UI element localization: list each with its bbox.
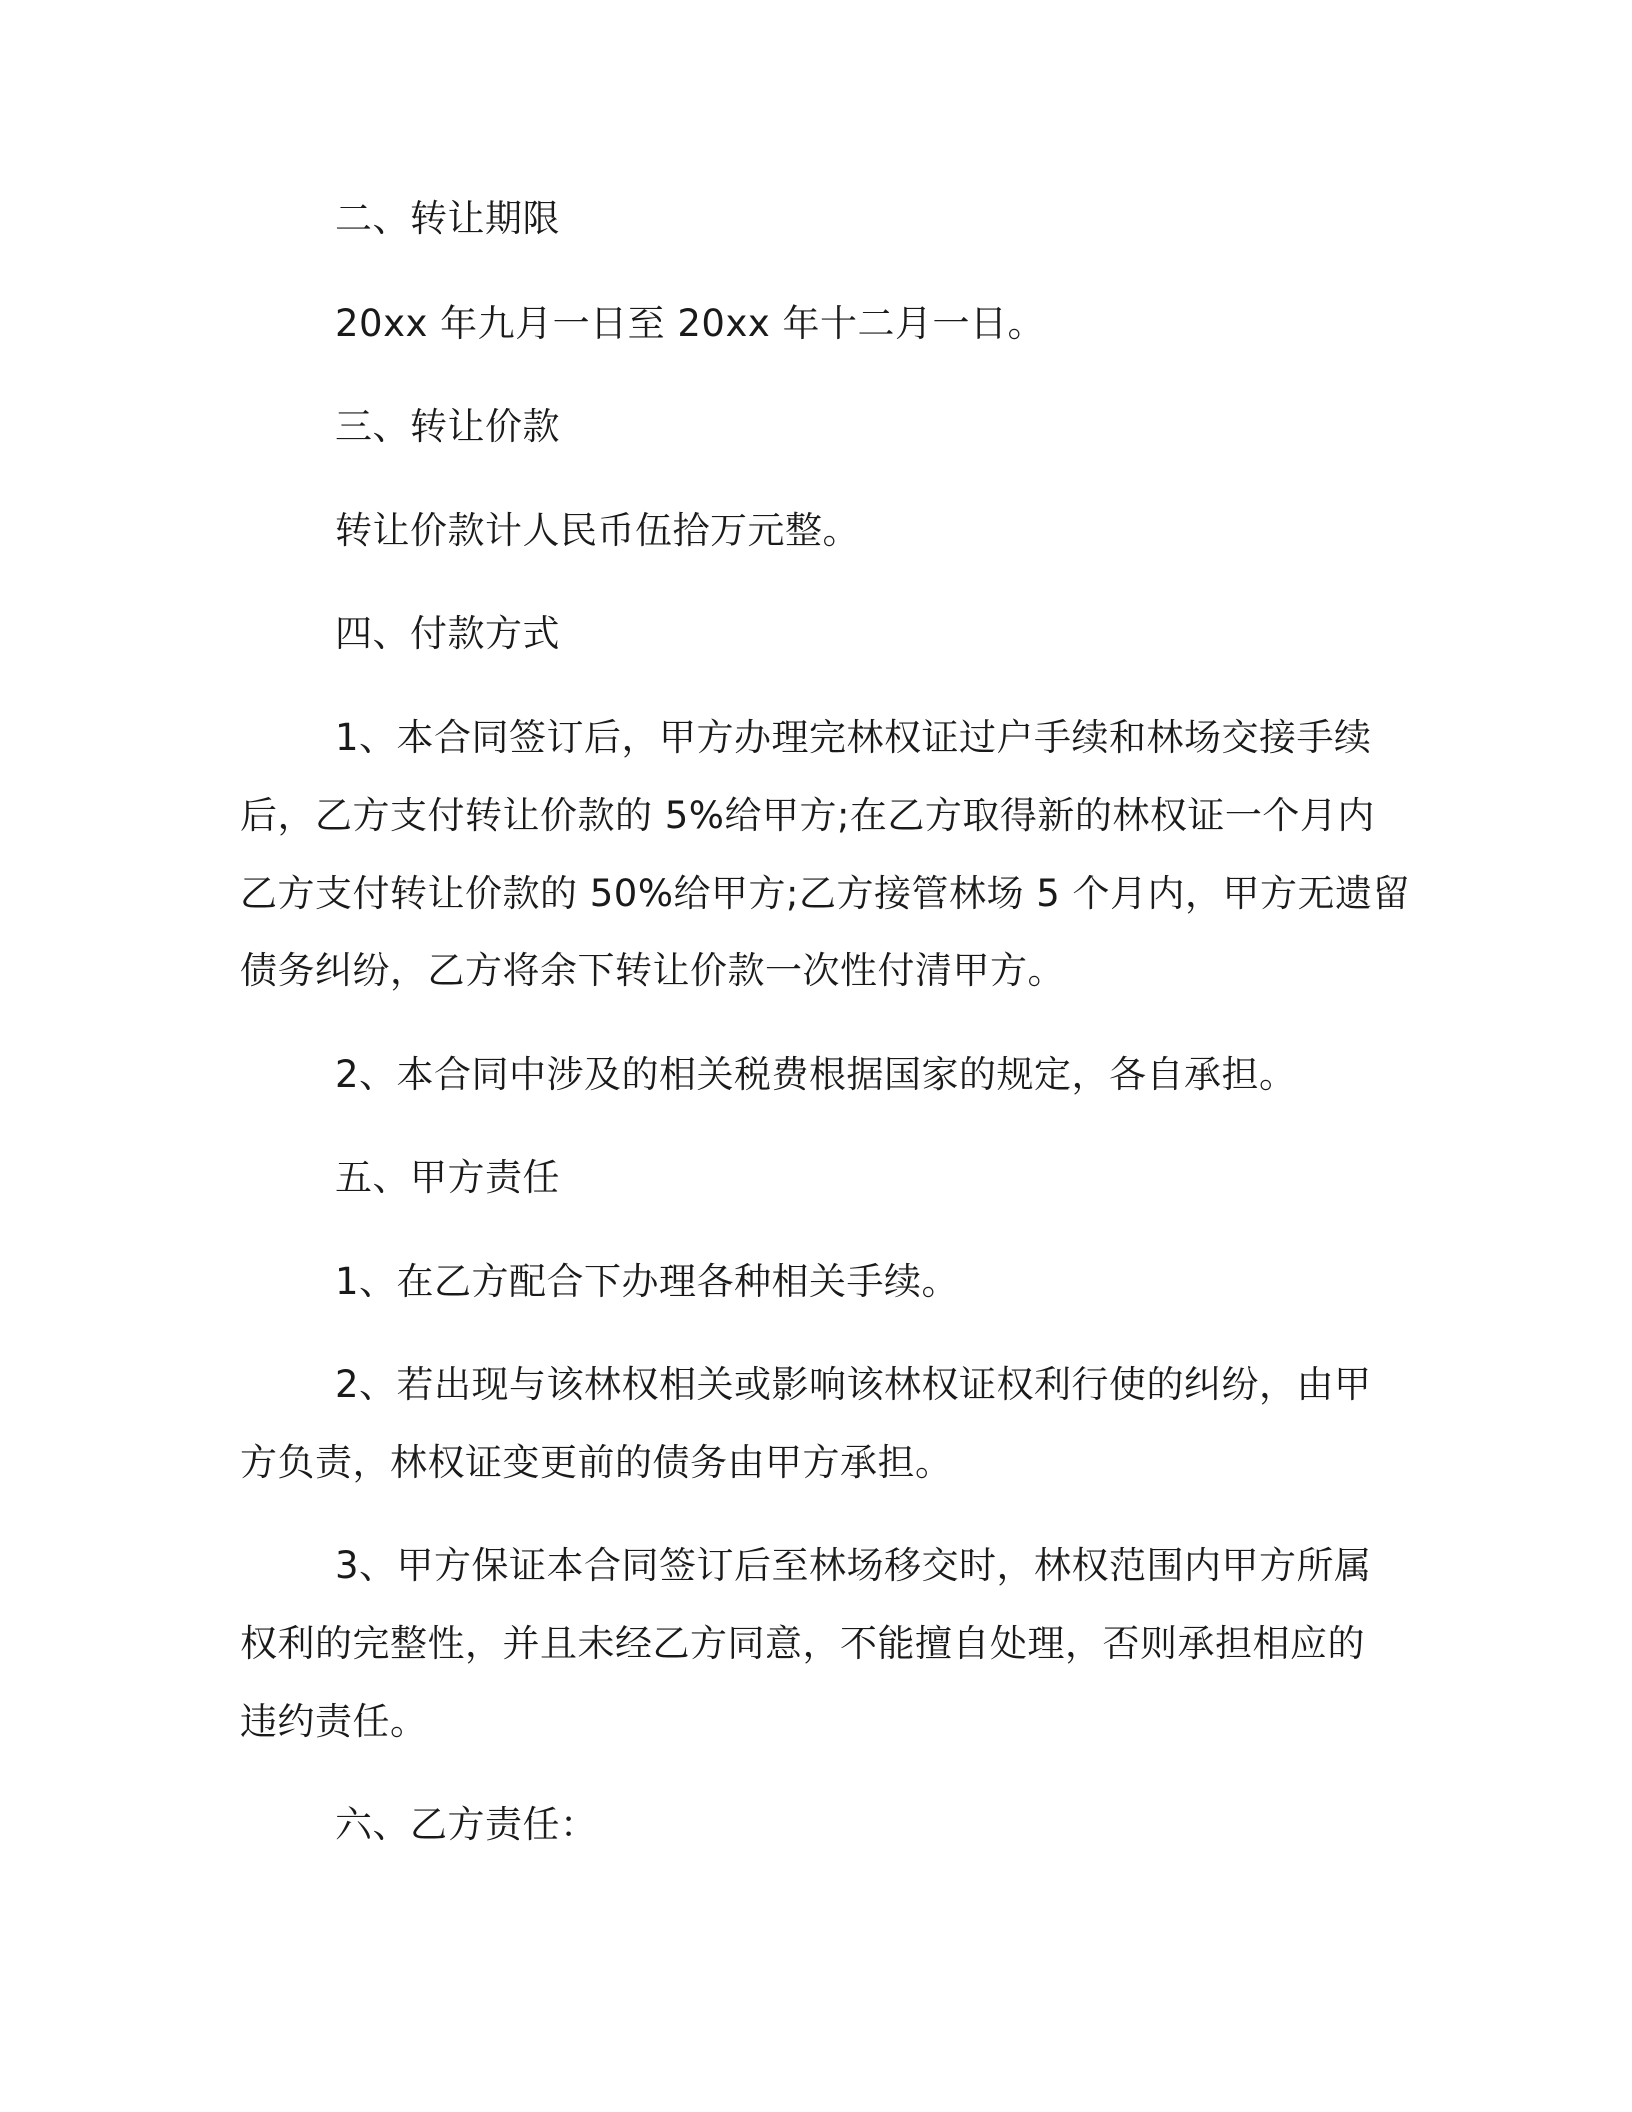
- payment-item-1-line-2: 后，乙方支付转让价款的 5%给甲方;在乙方取得新的林权证一个月内: [240, 794, 1375, 837]
- transfer-price-text: 转让价款计人民币伍拾万元整。: [335, 509, 860, 552]
- party-a-duty-3-line-1: 3、甲方保证本合同签订后至林场移交时，林权范围内甲方所属: [335, 1544, 1372, 1587]
- section-heading-party-b-duties: 六、乙方责任：: [335, 1803, 598, 1846]
- party-a-duty-2-line-1: 2、若出现与该林权相关或影响该林权证权利行使的纠纷，由甲: [335, 1363, 1372, 1406]
- party-a-duty-3-line-2: 权利的完整性，并且未经乙方同意，不能擅自处理，否则承担相应的: [240, 1622, 1365, 1665]
- party-a-duty-2-line-2: 方负责，林权证变更前的债务由甲方承担。: [240, 1441, 953, 1484]
- payment-item-1-line-1: 1、本合同签订后，甲方办理完林权证过户手续和林场交接手续: [335, 716, 1372, 759]
- payment-item-2: 2、本合同中涉及的相关税费根据国家的规定，各自承担。: [335, 1053, 1297, 1096]
- section-heading-payment-method: 四、付款方式: [335, 612, 560, 655]
- payment-item-1-line-4: 债务纠纷，乙方将余下转让价款一次性付清甲方。: [240, 949, 1065, 992]
- payment-item-1-line-3: 乙方支付转让价款的 50%给甲方;乙方接管林场 5 个月内，甲方无遗留: [240, 872, 1411, 915]
- section-heading-transfer-term: 二、转让期限: [335, 197, 560, 240]
- transfer-term-text: 20xx 年九月一日至 20xx 年十二月一日。: [335, 302, 1046, 345]
- party-a-duty-3-line-3: 违约责任。: [240, 1700, 428, 1743]
- section-heading-transfer-price: 三、转让价款: [335, 405, 560, 448]
- party-a-duty-1: 1、在乙方配合下办理各种相关手续。: [335, 1260, 960, 1303]
- section-heading-party-a-duties: 五、甲方责任: [335, 1156, 560, 1199]
